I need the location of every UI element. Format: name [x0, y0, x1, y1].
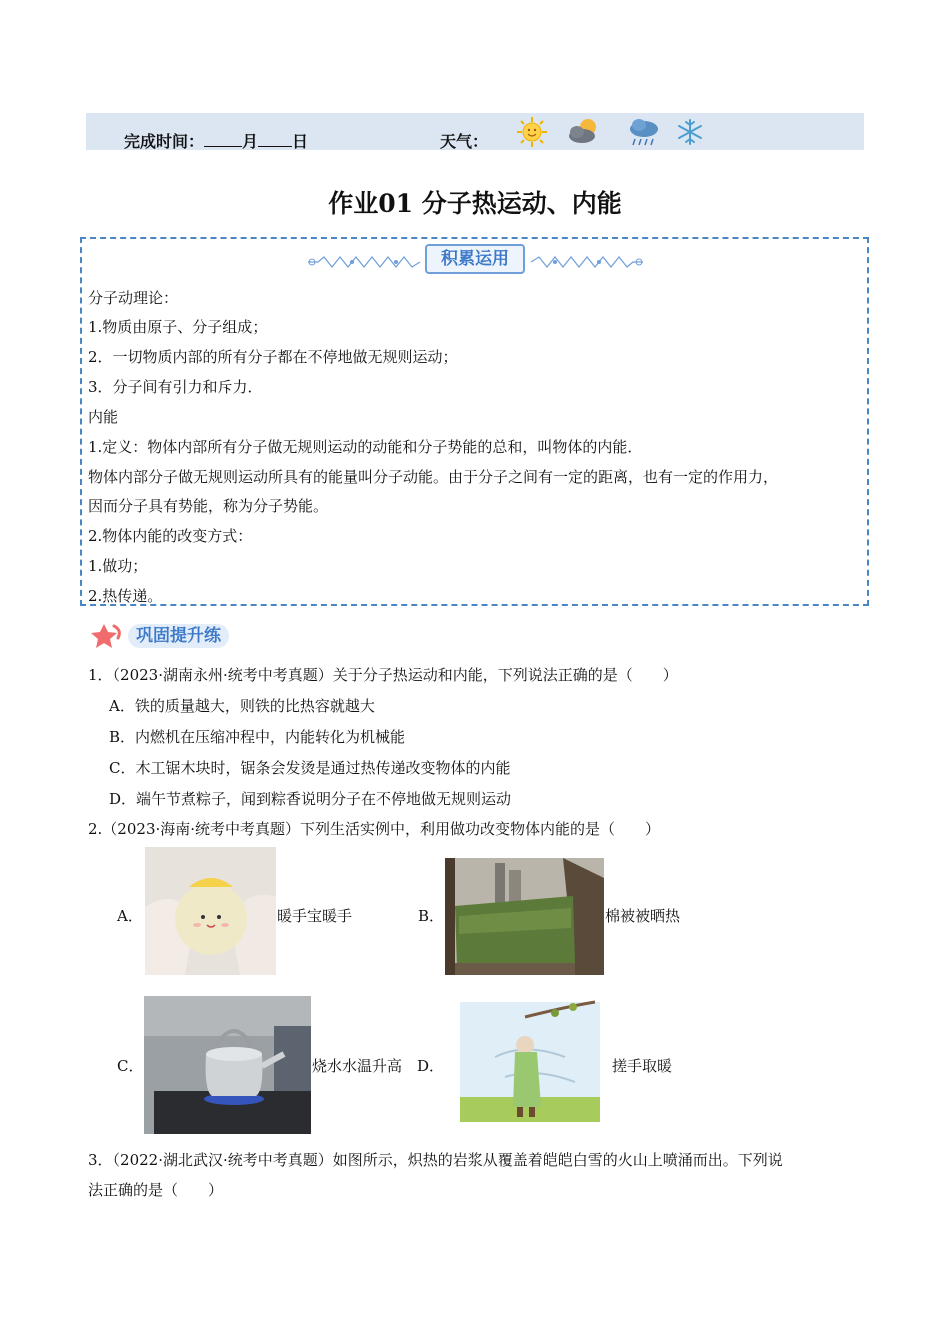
knowledge-line: 内能: [88, 408, 119, 426]
question-2-option-d-text: 搓手取暖: [612, 1057, 673, 1075]
knowledge-line: 2.热传递。: [88, 587, 163, 605]
kettle-boiling-image: [144, 996, 311, 1134]
question-2-option-b-text: 棉被被晒热: [605, 907, 681, 925]
knowledge-line: 2.物体内能的改变方式：: [88, 527, 253, 545]
practice-badge: 巩固提升练: [128, 624, 229, 648]
completion-time-label: 完成时间： 月 日: [124, 132, 309, 151]
snowflake-icon: [676, 118, 704, 146]
question-2-option-a-letter[interactable]: A．: [117, 907, 143, 925]
knowledge-line: 1.定义：物体内部所有分子做无规则运动的动能和分子势能的总和，叫物体的内能．: [88, 438, 643, 456]
question-2-option-b-letter[interactable]: B．: [418, 907, 445, 925]
question-1-option-d[interactable]: D．端午节煮粽子，闻到粽香说明分子在不停地做无规则运动: [109, 790, 512, 808]
question-2-option-c-letter[interactable]: C．: [117, 1057, 144, 1075]
knowledge-line: 物体内部分子做无规则运动所具有的能量叫分子动能。由于分子之间有一定的距离，也有一定的作用力，: [88, 468, 779, 486]
question-3-stem-line2: 法正确的是（ ）: [88, 1181, 224, 1199]
rubbing-hands-image: [455, 997, 605, 1128]
partly-cloudy-icon: [566, 116, 604, 146]
knowledge-line: 2．一切物质内部的所有分子都在不停地做无规则运动；: [88, 348, 458, 366]
question-2-option-c-text: 烧水水温升高: [312, 1057, 403, 1075]
knowledge-line: 因而分子具有势能，称为分子势能。: [88, 497, 329, 515]
left-wave-decoration: [306, 252, 422, 272]
sun-icon: [515, 116, 549, 148]
knowledge-line: 1.物质由原子、分子组成；: [88, 318, 268, 336]
knowledge-line: 1.做功；: [88, 557, 148, 575]
question-1-option-a[interactable]: A．铁的质量越大，则铁的比热容就越大: [109, 697, 375, 715]
hand-warmer-image: [145, 847, 276, 975]
question-2-option-a-text: 暖手宝暖手: [277, 907, 353, 925]
knowledge-line: 3．分子间有引力和斥力．: [88, 378, 263, 396]
question-1-option-c[interactable]: C．木工锯木块时，锯条会发烫是通过热传递改变物体的内能: [109, 759, 511, 777]
quilt-drying-image: [445, 858, 604, 975]
rain-cloud-icon: [627, 116, 661, 148]
knowledge-badge: 积累运用: [425, 244, 525, 274]
page-title: 作业01 分子热运动、内能: [328, 189, 622, 218]
question-1-stem: 1．（2023·湖南永州·统考中考真题）关于分子热运动和内能，下列说法正确的是（ ）: [88, 666, 678, 684]
weather-label: 天气：: [440, 132, 489, 151]
right-wave-decoration: [529, 252, 645, 272]
star-icon: [90, 622, 124, 650]
knowledge-box: [80, 237, 869, 606]
knowledge-line: 分子动理论：: [88, 289, 179, 307]
question-2-option-d-letter[interactable]: D．: [417, 1057, 445, 1075]
question-3-stem-line1: 3．（2022·湖北武汉·统考中考真题）如图所示，炽热的岩浆从覆盖着皑皑白雪的火山上喷涌而出。下列说: [88, 1151, 783, 1169]
question-2-stem: 2.（2023·海南·统考中考真题）下列生活实例中，利用做功改变物体内能的是（ ）: [88, 820, 661, 838]
question-1-option-b[interactable]: B．内燃机在压缩冲程中，内能转化为机械能: [109, 728, 406, 746]
